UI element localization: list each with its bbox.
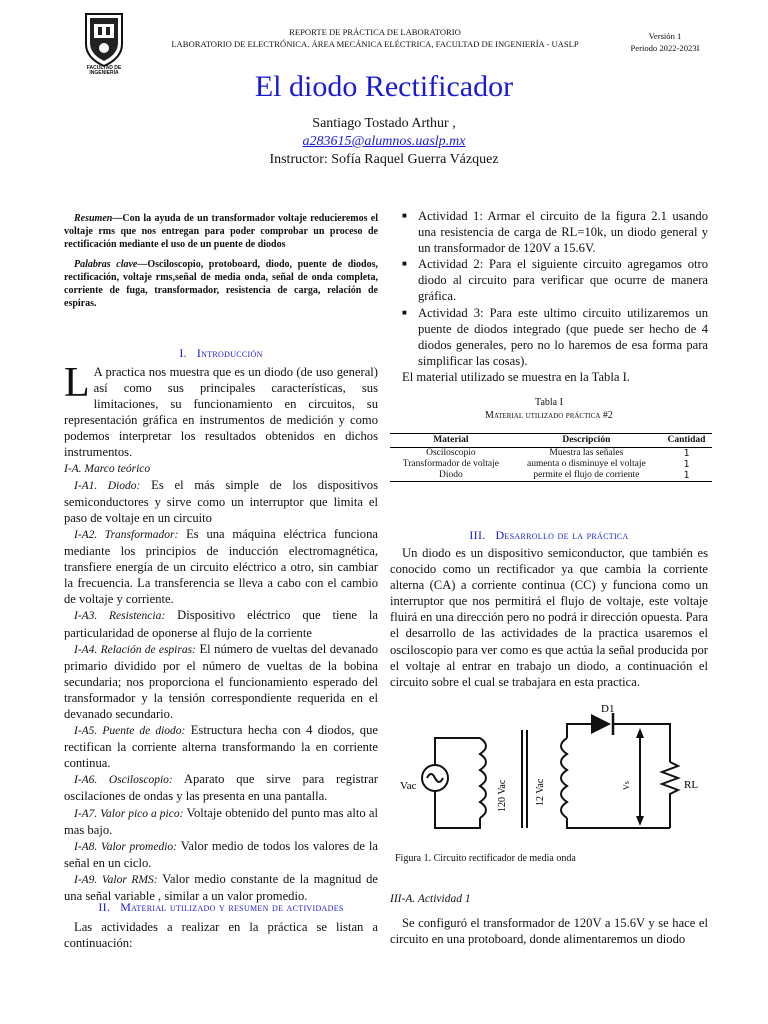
- definition-text: Es el más simple de los dispositivos semiconductores y sirve como un interruptor que limita el paso de voltaje en un circuito: [64, 477, 378, 525]
- report-header: [150, 26, 600, 50]
- activity-item: ■ Actividad 1: Armar el circuito de la figura 2.1 usando una resistencia de carga de RL=10k, un diodo general y un transformador de 120V a 15.6V.: [418, 208, 708, 256]
- label-vs: Vs: [622, 781, 631, 790]
- definition-label: I-A6. Osciloscopio:: [74, 774, 173, 787]
- keywords-label: Palabras clave—: [74, 258, 148, 270]
- definition-item: [64, 771, 378, 804]
- drop-cap: L: [64, 360, 90, 406]
- section-3-text: Un diodo es un dispositivo semiconductor, que también es conocido como un rectificador ya que cambia la corriente alterna (CA) a corriente continua (CC) y funciona como un interruptor que nos permitirá el flujo de voltaje, este voltaje fluirá en una dirección pero no podrá ir dirección opuesta. Para el desarrollo de las actividades de la practica usaremos el osciloscopio para ver como es que actúa la señal producida por el voltaje al entrar en trabajo un diodo, a continuación el circuito sobre el cual se trabajara en esta practica.: [390, 546, 708, 689]
- label-vac: Vac: [400, 780, 417, 792]
- subsection-marco-teorico: I-A. Marco teórico: [64, 462, 151, 475]
- header-line-2: LABORATORIO DE ELECTRÓNICA. ÁREA MECÁNICA ELÉCTRICA, FACULTAD DE INGENIERÍA - UASLP: [171, 39, 579, 49]
- section-2-body: [64, 919, 378, 951]
- label-120vac: 120 Vac: [497, 779, 508, 812]
- table-row: Transformador de voltaje aumenta o disminuye el voltaje 1: [402, 459, 690, 470]
- table-caption: [390, 396, 708, 422]
- definition-text: Aparato que sirve para registrar oscilaciones de ondas y las presenta en una pantalla.: [64, 772, 378, 804]
- abstract-label: Resumen—: [74, 213, 123, 224]
- definition-label: I-A3. Resistencia:: [74, 610, 166, 623]
- abstract-text: Con la ayuda de un transformador voltaje reducieremos el voltaje rms que nos entregan para poder comprobar un proceso de rectificación mediante el uso de un puente de diodos: [64, 213, 378, 251]
- author-name: Santiago Tostado Arthur ,: [312, 116, 456, 131]
- rectifier-circuit-diagram: [395, 700, 710, 840]
- section-1-body: [64, 360, 379, 904]
- section-2-text: Las actividades a realizar en la práctica se listan a continuación:: [64, 920, 378, 951]
- instructor: Instructor: Sofía Raquel Guerra Vázquez: [269, 152, 499, 167]
- activity-item: ■ Actividad 3: Para este ultimo circuito utilizaremos un puente de diodos integrado (que puede ser hecho de 4 diodos generales, pero no lo haremos de esa forma para simplificar las cosas).: [418, 305, 708, 369]
- version: Versión 1: [648, 31, 682, 41]
- subsection-actividad-1: III-A. Actividad 1: [390, 893, 471, 905]
- abstract: [64, 212, 378, 310]
- material-table-wrap: [390, 433, 712, 482]
- material-text: El material utilizado se muestra en la Tabla I.: [402, 369, 630, 384]
- table-title: Material utilizado práctica #2: [485, 410, 613, 421]
- definition-label: I-A2. Transformador:: [74, 528, 179, 541]
- table-row: Osciloscopio Muestra las señales 1: [426, 448, 690, 459]
- activities-block: [390, 208, 708, 385]
- activities-list: [390, 208, 708, 369]
- table-label: Tabla I: [535, 397, 563, 408]
- definition-text: Valor medio constante de la magnitud de una señal variable , similar a un valor promedio.: [64, 871, 379, 903]
- actividad-1-text: Se configuró el transformador de 120V a 15.6V y se hace el circuito en una protoboard, donde alimentaremos un diodo: [390, 916, 708, 947]
- label-d1: D1: [601, 703, 615, 715]
- paper-title: El diodo Rectificador: [254, 70, 514, 103]
- label-12vac: 12 Vac: [535, 778, 546, 806]
- definition-item: [64, 477, 378, 526]
- period: Periodo 2022-2023I: [630, 43, 700, 53]
- university-logo: [80, 10, 128, 76]
- definition-label: I-A7. Valor pico a pico:: [74, 807, 184, 820]
- definition-text: Es una máquina eléctrica funciona mediante los principios de inducción electromagnética, transfiere energía de un circuito eléctrico a otro, sin cambiar la frecuencia. La transferencia se lleva a cabo con el cambio de voltaje y corriente.: [64, 526, 378, 607]
- author-email-link[interactable]: a283615@alumnos.uaslp.mx: [302, 134, 466, 149]
- version-block: [610, 30, 720, 54]
- keywords-text: Osciloscopio, protoboard, diodo, puente de diodos, rectificación, voltaje rms,señal de media onda, señal de onda completa, corriente de fuga, transformador, resistencia de carga, relación de espiras.: [64, 258, 379, 310]
- section-1-heading: I. Introducción: [179, 346, 263, 360]
- definition-label: I-A5. Puente de diodo:: [74, 725, 186, 738]
- definition-item: [64, 607, 378, 640]
- material-table: [390, 433, 712, 482]
- definition-item: [64, 805, 378, 838]
- figure-caption: Figura 1. Circuito rectificador de media onda: [395, 853, 576, 864]
- table-row: Diodo permite el flujo de corriente 1: [390, 470, 712, 482]
- activity-item: ■ Actividad 2: Para el siguiente circuito agregamos otro diodo al circuito para verificar que ocurre de manera gráfica.: [418, 256, 708, 304]
- definition-text: El número de vueltas del devanado primario dividido por el número de vueltas de la bobina secundaria; nos proporciona el funcionamiento esperado del transformador y la tensión correspondiente requerida en el devanado secundario.: [64, 641, 378, 721]
- definition-text: Estructura hecha con 4 diodos, que rectifican la corriente alterna transformando la en corriente continua.: [64, 723, 378, 771]
- definition-item: [64, 838, 378, 871]
- circuit-figure: [395, 700, 710, 840]
- header-line-1: REPORTE DE PRÁCTICA DE LABORATORIO: [289, 27, 461, 37]
- definition-label: I-A1. Diodo:: [74, 479, 141, 492]
- definition-text: Valor medio de todos los valores de la señal en un ciclo.: [64, 838, 378, 870]
- definition-label: I-A8. Valor promedio:: [74, 840, 177, 853]
- table-header: Cantidad: [661, 434, 712, 448]
- definition-item: [64, 722, 378, 771]
- logo-caption: FACULTAD DE INGENIERÍA: [86, 65, 122, 76]
- label-rl: RL: [684, 779, 699, 791]
- definition-label: I-A9. Valor RMS:: [74, 873, 158, 886]
- definition-text: Dispositivo eléctrico que tiene la particularidad de oponerse al flujo de la corriente: [64, 608, 378, 640]
- definition-item: [64, 526, 378, 607]
- definition-item: [64, 641, 378, 722]
- definition-text: Voltaje obtenido del punto mas alto al mas bajo.: [64, 805, 378, 837]
- definition-label: I-A4. Relación de espiras:: [74, 643, 196, 656]
- section-3-heading: III. Desarrollo de la práctica: [469, 528, 629, 542]
- intro-paragraph: L A practica nos muestra que es un diodo (de uso general) así como sus principales características, sus limitaciones, su funcionamiento en circuitos, su representación gráfica en instrumentos de medición y como podemos interpretar los resultados obtenidos en dichos instrumentos.: [64, 360, 378, 460]
- section-2-heading: II. Material utilizado y resumen de actividades: [98, 900, 344, 914]
- subsection-actividad-1-body: [390, 915, 708, 947]
- authors-block: [0, 115, 768, 169]
- section-3-body: [390, 545, 708, 690]
- definitions-list: [64, 477, 378, 904]
- table-header: Material: [390, 434, 512, 448]
- table-header: Descripción: [512, 434, 661, 448]
